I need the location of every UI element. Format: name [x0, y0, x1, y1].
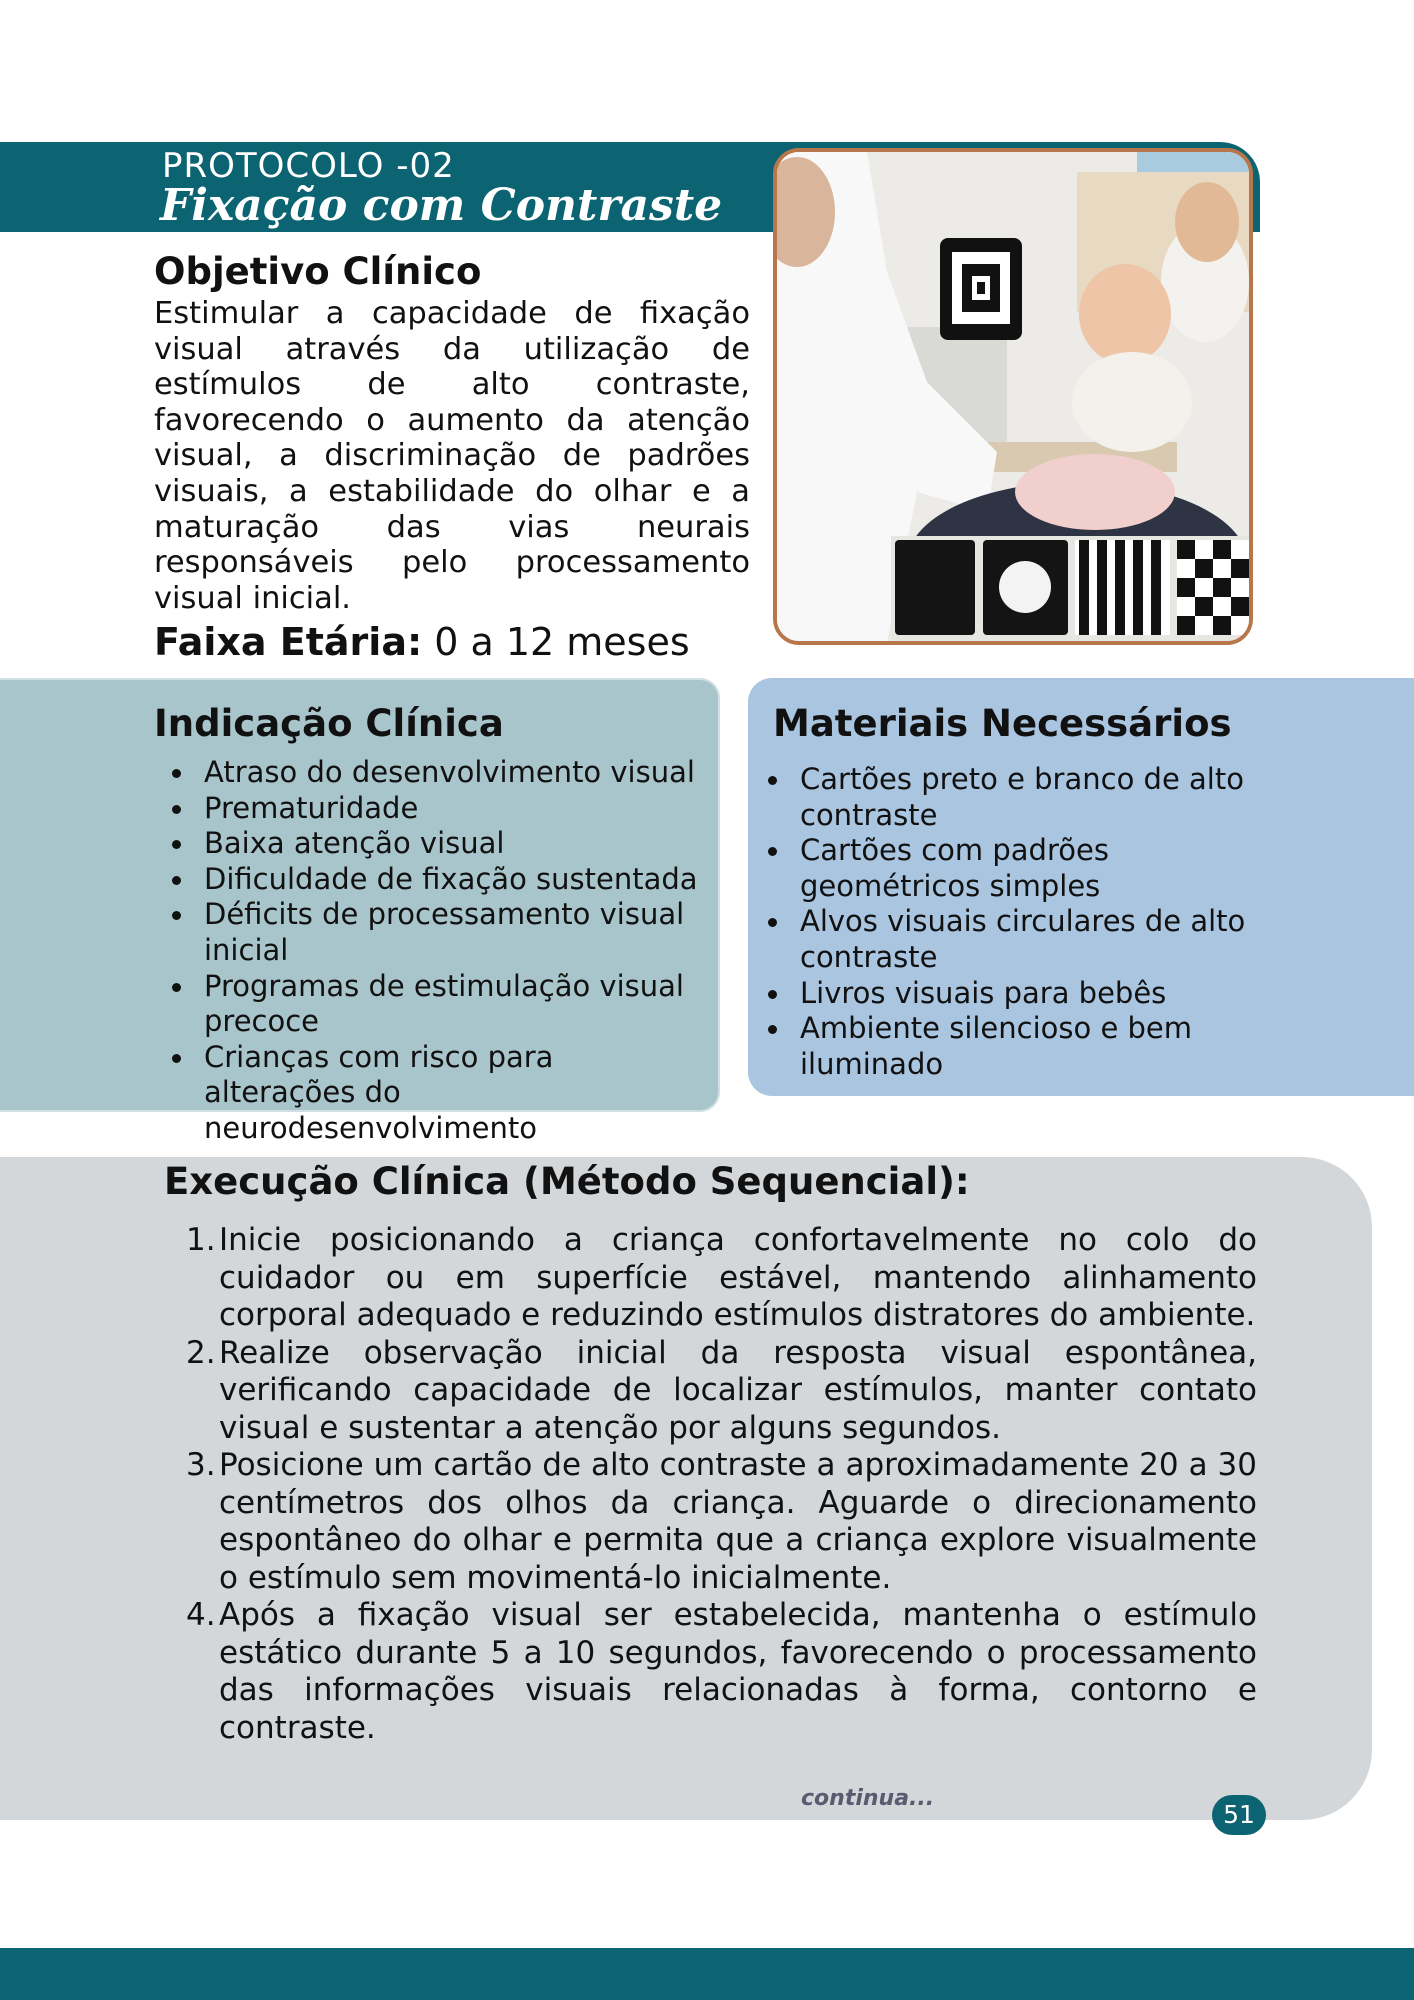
list-item: Livros visuais para bebês: [750, 976, 1270, 1012]
step-number: 4.: [186, 1597, 216, 1633]
step-number: 2.: [186, 1334, 216, 1371]
list-item: Cartões com padrões geométricos simples: [750, 833, 1270, 904]
clinical-photo: [773, 148, 1253, 645]
objective-title: Objetivo Clínico: [154, 250, 482, 293]
list-item: Déficits de processamento visual inicial: [154, 897, 714, 968]
execution-title: Execução Clínica (Método Sequencial):: [164, 1160, 970, 1203]
step-item: [160, 1335, 1257, 1448]
materials-list: [750, 762, 1270, 1082]
continue-note: continua...: [801, 1786, 935, 1811]
list-item: Ambiente silencioso e bem iluminado: [750, 1011, 1270, 1082]
list-item: Dificuldade de fixação sustentada: [154, 862, 714, 898]
therapist-baby-illustration: [777, 152, 1249, 641]
protocol-number: PROTOCOLO -02: [162, 146, 455, 186]
list-item: Prematuridade: [154, 791, 714, 827]
indication-list: [154, 755, 714, 1147]
indication-title: Indicação Clínica: [154, 702, 504, 745]
objective-text: Estimular a capacidade de fixação visual através da utilização de estímulos de alto contraste, favorecendo o aumento da atenção visual, a discriminação de padrões visuais, a estabilidade do olhar e a maturação das vias neurais responsáveis pelo processamento visual inicial.: [154, 296, 750, 616]
list-item: Alvos visuais circulares de alto contraste: [750, 904, 1270, 975]
list-item: Baixa atenção visual: [154, 826, 714, 862]
step-text: Inicie posicionando a criança confortavelmente no colo do cuidador ou em superfície estável, mantendo alinhamento corporal adequado e reduzindo estímulos distratores do ambiente.: [219, 1222, 1257, 1333]
list-item: Cartões preto e branco de alto contraste: [750, 762, 1270, 833]
age-range: [154, 620, 690, 664]
page-number-badge: 51: [1212, 1795, 1266, 1835]
list-item: Crianças com risco para alterações do neurodesenvolvimento: [154, 1040, 714, 1147]
materials-title: Materiais Necessários: [773, 702, 1232, 745]
step-number: 3.: [186, 1447, 216, 1483]
step-text: Após a fixação visual ser estabelecida, mantenha o estímulo estático durante 5 a 10 segundos, favorecendo o processamento das informações visuais relacionadas à forma, contorno e contraste.: [219, 1597, 1257, 1746]
step-item: [160, 1447, 1257, 1597]
execution-steps: [160, 1222, 1257, 1747]
step-text: Realize observação inicial da resposta visual espontânea, verificando capacidade de localizar estímulos, manter contato visual e sustentar a atenção por alguns segundos.: [219, 1334, 1257, 1446]
page-title: Fixação com Contraste: [160, 180, 723, 231]
step-number: 1.: [186, 1222, 216, 1258]
step-item: [160, 1597, 1257, 1747]
list-item: Atraso do desenvolvimento visual: [154, 755, 714, 791]
footer-bar: [0, 1948, 1414, 2000]
age-range-value: 0 a 12 meses: [422, 620, 690, 664]
list-item: Programas de estimulação visual precoce: [154, 969, 714, 1040]
step-text: Posicione um cartão de alto contraste a aproximadamente 20 a 30 centímetros dos olhos da criança. Aguarde o direcionamento espontâneo do olhar e permita que a criança explore visualmente o estímulo sem movimentá-lo inicialmente.: [219, 1447, 1257, 1596]
age-range-label: Faixa Etária:: [154, 620, 423, 664]
step-item: [160, 1222, 1257, 1335]
